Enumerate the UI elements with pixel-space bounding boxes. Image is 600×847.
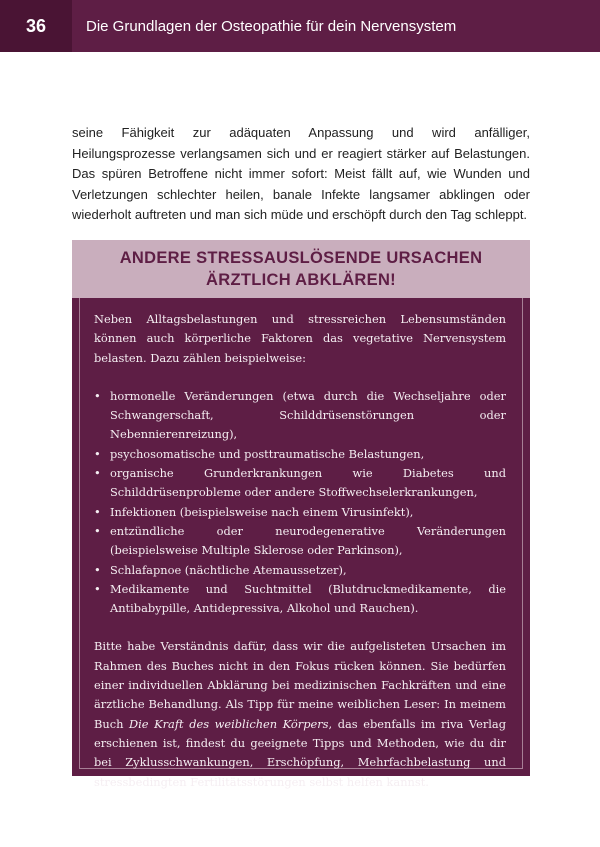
page-header [0,0,600,52]
cause-list [94,387,506,619]
list-item: • entzündliche oder neurodegenerative Veränderungen (beispielsweise Multiple Sklerose oder Parkinson), [94,522,506,561]
closing-text-part-2: , das ebenfalls im riva Verlag erschienen ist, findest du geeignete Tipps und Methoden, wie du dir bei Zyklusschwankungen, Erschöpfung, Mehrfachbelastung und stressbedingten Fertilitätsstörungen selbst helfen kannst. [94,716,507,789]
info-box-closing [94,637,506,791]
info-box-title-line-2: ÄRZTLICH ABKLÄREN! [206,271,396,289]
running-title: Die Grundlagen der Osteopathie für dein Nervensystem [86,17,457,35]
list-item: • hormonelle Veränderungen (etwa durch die Wechseljahre oder Schwangerschaft, Schilddrüsenstörungen oder Nebennierenreizung), [94,387,506,445]
info-box [72,298,530,789]
page-number: 36 [0,0,72,52]
intro-paragraph: seine Fähigkeit zur adäquaten Anpassung und wird anfälliger, Heilungsprozesse verlangsamen sich und er reagiert stärker auf Belastungen. Das spüren Betroffene nicht immer sofort: Meist fällt auf, wie Wunden und Verletzungen schlechter heilen, banale Infekte langsamer abklingen oder wiederholt auftreten und man sich müde und erschöpft durch den Tag schleppt. [72,125,530,222]
book-title: Die Kraft des weiblichen Körpers [129,716,329,731]
list-item: • Schlafapnoe (nächtliche Atemaussetzer), [94,561,506,580]
info-box-title-line-1: ANDERE STRESSAUSLÖSENDE URSACHEN [119,249,483,267]
list-item: • organische Grunderkrankungen wie Diabetes und Schilddrüsenprobleme oder andere Stoffwechselerkrankungen, [94,464,506,503]
list-item: • Medikamente und Suchtmittel (Blutdruckmedikamente, die Antibabypille, Antidepressiva, Alkohol und Rauchen). [94,580,506,619]
list-item: • Infektionen (beispielsweise nach einem Virusinfekt), [94,503,506,522]
list-item: • psychosomatische und posttraumatische Belastungen, [94,445,506,464]
info-box-lead: Neben Alltagsbelastungen und stressreichen Lebensumständen können auch körperliche Faktoren das vegetative Nervensystem belasten. Dazu zählen beispielweise: [94,312,506,365]
closing-text-part-1: Bitte habe Verständnis dafür, dass wir die aufgelisteten Ursachen im Rahmen des Buches nicht in den Fokus rücken können. Sie bedürfen einer individuellen Abklärung bei medizinischen Fachkräften und eine ärztliche Behandlung. Als Tipp für meine weiblichen Leser: In meinem Buch [94,639,506,731]
info-box-title [72,240,530,298]
info-box-content [94,310,506,792]
